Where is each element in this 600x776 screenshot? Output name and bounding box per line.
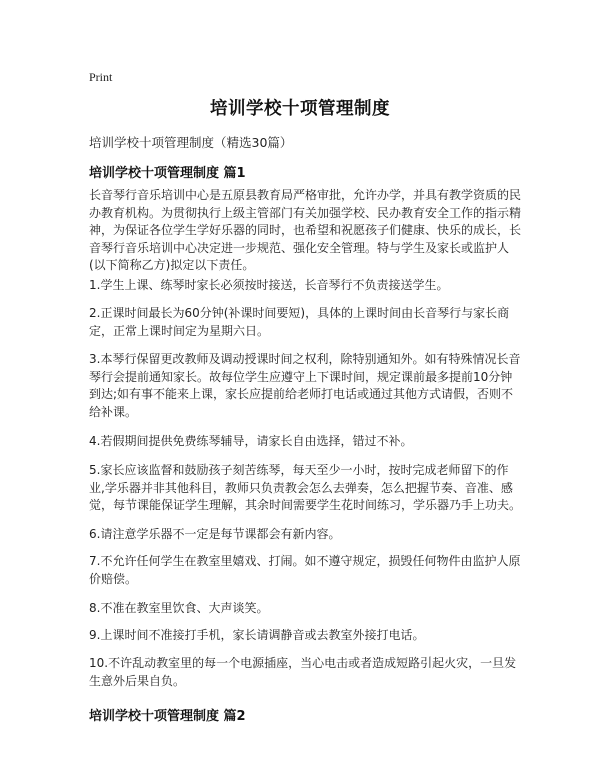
rule-paragraph-6: 6.请注意学乐器不一定是每节课都会有新内容。 (89, 527, 341, 541)
rule-paragraph-3: 3.本琴行保留更改教师及调动授课时间之权利，除特别通知外。如有特殊情况长音琴行会提前通知家长。故每位学生应遵守上下课时间，规定课前最多提前10分钟到达;如有事不能来上课，家长应提前给老师打电话或通过其他方式请假，否则不给补课。 (89, 352, 521, 419)
section-heading-1: 培训学校十项管理制度 篇1 (89, 166, 246, 181)
rule-paragraph-10: 10.不许乱动教室里的每一个电源插座，当心电击或者造成短路引起火灾，一旦发生意外后果自负。 (89, 656, 517, 688)
rule-paragraph-1: 1.学生上课、练琴时家长必须按时接送，长音琴行不负责接送学生。 (89, 278, 449, 292)
rule-paragraph-2: 2.正课时间最长为60分钟(补课时间要短)，具体的上课时间由长音琴行与家长商定，正常上课时间定为星期六日。 (89, 306, 510, 338)
page-title: 培训学校十项管理制度 (210, 99, 390, 119)
section-heading-2: 培训学校十项管理制度 篇2 (89, 709, 246, 724)
rule-paragraph-4: 4.若假期间提供免费练琴辅导，请家长自由选择，错过不补。 (89, 434, 413, 448)
print-link[interactable]: Print (89, 70, 113, 84)
rule-paragraph-9: 9.上课时间不准接打手机，家长请调静音或去教室外接打电话。 (89, 628, 425, 642)
document-subtitle: 培训学校十项管理制度（精选30篇） (89, 135, 293, 150)
rule-paragraph-5: 5.家长应该监督和鼓励孩子刻苦练琴，每天至少一小时，按时完成老师留下的作业,学乐器并非其他科目，教师只负责教会怎么去弹奏，怎么把握节奏、音准、感觉，每节课能保证学生理解，其余时间需要学生花时间练习，学乐器乃手上功夫。 (89, 463, 522, 512)
rule-paragraph-8: 8.不准在教室里饮食、大声谈笑。 (89, 601, 269, 615)
intro-paragraph: 长音琴行音乐培训中心是五原县教育局严格审批，允许办学，并具有教学资质的民办教育机构。为贯彻执行上级主管部门有关加强学校、民办教育安全工作的指示精神，为保证各位学生学好乐器的同时，也希望和祝愿孩子们健康、快乐的成长，长音琴行音乐培训中心决定进一步规范、强化安全管理。特与学生及家长或监护人(以下简称乙方)拟定以下责任。 (89, 188, 522, 272)
rule-paragraph-7: 7.不允许任何学生在教室里嬉戏、打闹。如不遵守规定，损毁任何物件由监护人原价赔偿。 (89, 554, 521, 586)
